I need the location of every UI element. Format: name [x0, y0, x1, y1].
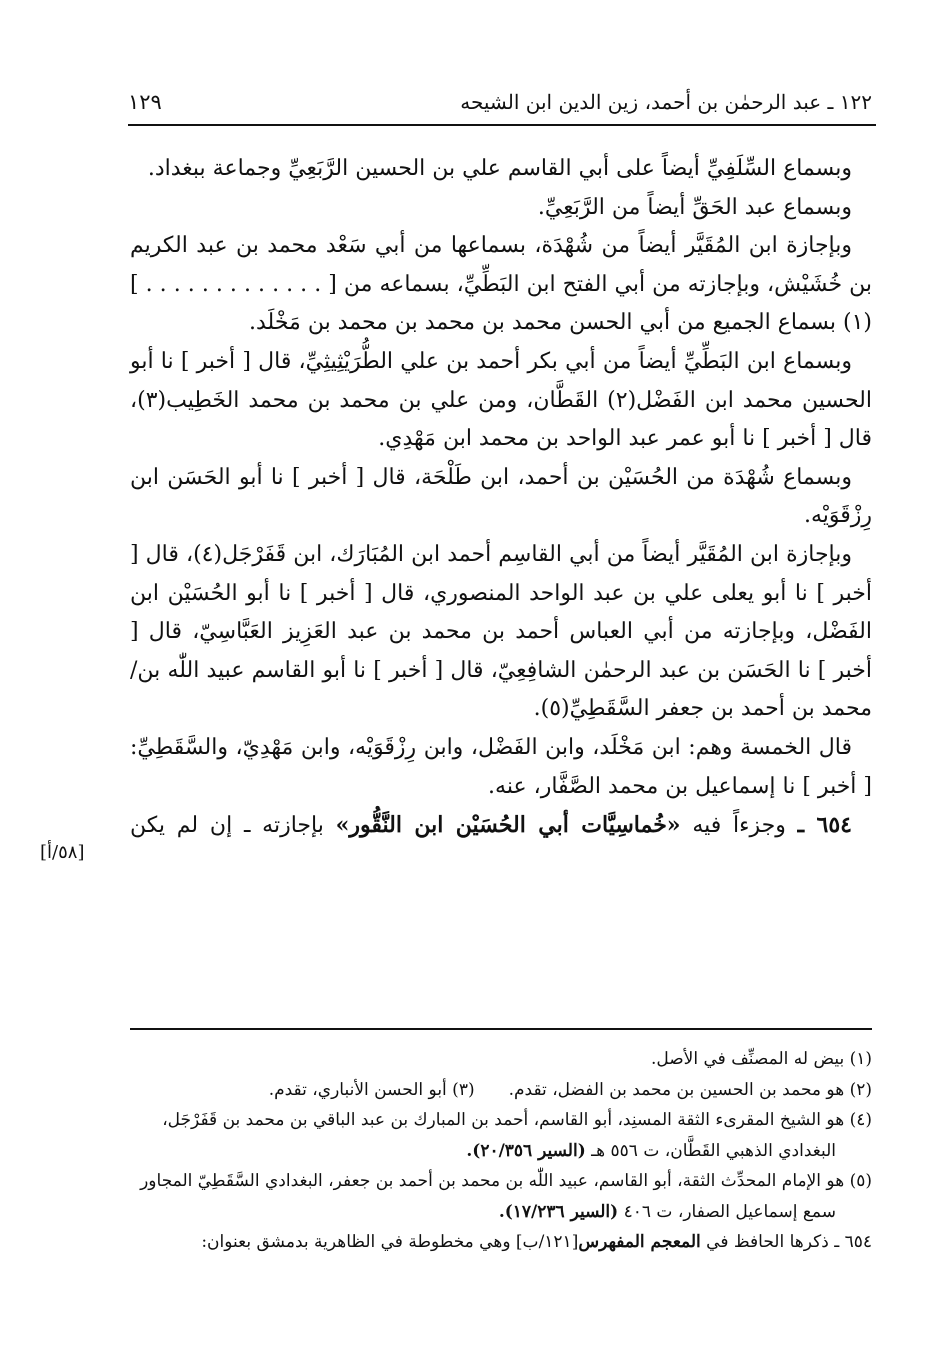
- paragraph-6: وبإجازة ابن المُقَيَّر أيضاً من أبي القاسِم أحمد ابن المُبَارَك، ابن قَفَرْجَل(٤)، قال [ أخبر ] نا أبو يعلى علي بن عبد الواحد المنصوري، قال [ أخبر ] نا أبو الحُسَيْن ابن الفَضْل، وبإجازته من أبي العباس أحمد بن محمد بن عبد العَزِيز العَبَّاسِيّ، قال [ أخبر ] نا الحَسَن بن عبد الرحمٰن الشافِعِيّ، قال [ أخبر ] نا أبو القاسم عبيد اللّٰه بن/ محمد بن أحمد بن جعفر السَّقَطِيِّ(٥).: [130, 541, 872, 722]
- footnote-5: [120, 1166, 872, 1227]
- paragraph-4: وبسماع ابن البَطِّيِّ أيضاً من أبي بكر أحمد بن علي الطُّرَيْثِيثِيِّ، قال [ أخبر ] نا أبو الحسين محمد ابن الفَضْل(٢) القَطَّان، ومن علي بن محمد بن محمد الخَطِيب(٣)، قال [ أخبر ] نا أبو عمر عبد الواحد بن محمد ابن مَهْدِي.: [130, 348, 873, 452]
- footnote-row-2-3: [120, 1075, 872, 1106]
- section-654: [130, 806, 872, 846]
- footnote-1: (١) بيض له المصنِّف في الأصل.: [650, 1049, 872, 1069]
- paragraph-3: وبإجازة ابن المُقَيَّر أيضاً من شُهْدَة، بسماعها من أبي سَعْد محمد بن عبد الكريم بن خُشَيْش، وبإجازته من أبي الفتح ابن البَطِّيِّ، بسماعه من [ . . . . . . . . . . . . . ](١) بسماع الجميع من أبي الحسن محمد بن محمد بن محمد بن مَخْلَد.: [130, 233, 872, 336]
- running-header: [128, 84, 872, 120]
- footnote-4: [120, 1105, 872, 1166]
- header-divider: [128, 124, 876, 126]
- footnote-4-ref: (السير ٢٠/٣٥٦).: [466, 1140, 586, 1161]
- section-number: ٦٥٤ ـ: [797, 812, 852, 839]
- page-number: ١٢٩: [128, 90, 162, 114]
- footnote-5-text: (٥) هو الإمام المحدِّث الثقة، أبو القاسم، عبيد اللّٰه بن محمد بن أحمد بن جعفر، البغدادي السَّقَطِيّ المجاور سمع إسماعيل الصفار، ت ٤٠٦: [140, 1171, 872, 1222]
- paragraph-2: وبسماع عبد الحَقِّ أيضاً من الرَّبَعِيِّ.: [537, 194, 852, 220]
- footnote-3: (٣) أبو الحسن الأنباري، تقدم.: [268, 1079, 475, 1100]
- footnote-654-text-b: [١٢١/ب] وهي مخطوطة في الظاهرية بدمشق بعنوان:: [201, 1232, 579, 1252]
- footnote-2: (٢) هو محمد بن الحسين بن محمد بن الفضل، تقدم.: [508, 1079, 872, 1100]
- paragraph-5: وبسماع شُهْدَة من الحُسَيْن بن أحمد، ابن طَلْحَة، قال [ أخبر ] نا أبو الحَسَن ابن رِزْقَوَيْه.: [130, 464, 872, 529]
- header-title: ١٢٢ ـ عبد الرحمٰن بن أحمد، زين الدين ابن الشيحه: [460, 90, 872, 114]
- manuscript-folio-marker: [٥٨/أ]: [40, 842, 85, 863]
- main-text: [130, 150, 872, 846]
- footnote-divider: [130, 1028, 872, 1030]
- work-title: «خُماسِيَّات أبي الحُسَيْن ابن النَّقُّور»: [335, 812, 681, 839]
- paragraph-1: وبسماع السِّلَفِيِّ أيضاً على أبي القاسم علي بن الحسين الرَّبَعِيِّ وجماعة ببغداد.: [147, 156, 852, 181]
- section-text-a: وجزءاً فيه: [680, 813, 798, 839]
- footnote-654: [120, 1227, 872, 1258]
- section-text-b: بإجازته ـ إن لم يكن: [130, 813, 336, 839]
- footnote-5-ref: (السير ١٧/٢٣٦).: [498, 1201, 619, 1222]
- paragraph-7: قال الخمسة وهم: ابن مَخْلَد، وابن الفَضْل، وابن رِزْقَوَيْه، وابن مَهْدِيّ، والسَّقَطِيِّ: [ أخبر ] نا إسماعيل بن محمد الصَّفَّار، عنه.: [130, 734, 872, 799]
- footnote-654-text-a: ٦٥٤ ـ ذكرها الحافظ في: [700, 1232, 872, 1252]
- footnotes: [120, 1044, 872, 1258]
- footnote-654-title: المعجم المفهرس: [578, 1232, 701, 1252]
- footnote-4-text: (٤) هو الشيخ المقرىء الثقة المسنِد، أبو القاسم، أحمد بن المبارك بن عبد الباقي بن محمد بن قَفَرْجَل، البغدادي الذهبي القَطَّان، ت ٥٥٦ هـ: [162, 1110, 872, 1161]
